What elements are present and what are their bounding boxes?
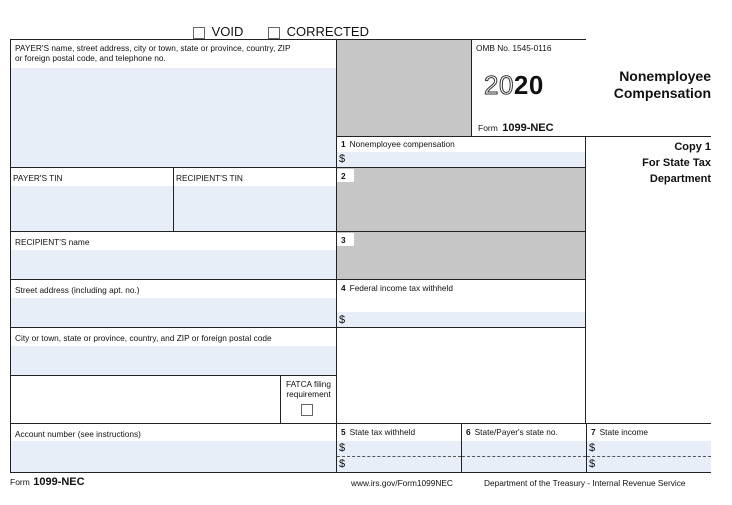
- box6-number: 6: [466, 427, 471, 437]
- recipient-name-label: RECIPIENT'S name: [15, 237, 90, 247]
- box1-number: 1: [341, 139, 346, 149]
- account-number-field[interactable]: [11, 441, 336, 472]
- box5-dollar-sign-2: $: [339, 458, 346, 470]
- tax-year: [484, 70, 544, 101]
- fatca-label-line2: requirement: [286, 389, 331, 399]
- box6-text: State/Payer's state no.: [474, 427, 558, 437]
- payer-info-label: [15, 43, 291, 63]
- grid-line: [10, 231, 586, 232]
- payer-info-field[interactable]: [11, 68, 336, 167]
- state-row-divider: [337, 456, 461, 457]
- box4-number: 4: [341, 283, 346, 293]
- city-field[interactable]: [11, 346, 336, 375]
- box4-field[interactable]: [337, 312, 585, 328]
- void-checkbox[interactable]: [193, 27, 205, 39]
- recipient-tin-field[interactable]: [174, 186, 336, 232]
- fatca-checkbox[interactable]: [301, 404, 313, 416]
- city-label: City or town, state or province, country, and ZIP or foreign postal code: [15, 333, 272, 343]
- box1-dollar-sign: $: [339, 153, 346, 165]
- fatca-label: [281, 379, 336, 399]
- box3-shaded: [337, 232, 586, 279]
- grid-line: [586, 136, 711, 137]
- recipient-tin-label: RECIPIENT'S TIN: [176, 173, 243, 183]
- grid-line: [10, 279, 586, 280]
- footer-form-word: Form: [10, 477, 30, 487]
- box7-text: State income: [599, 427, 649, 437]
- box7-dollar-sign-2: $: [589, 458, 596, 470]
- state-row-divider: [587, 456, 711, 457]
- box5-number: 5: [341, 427, 346, 437]
- grid-line: [10, 423, 711, 424]
- box7-label: [591, 427, 648, 437]
- payer-info-label-line1: PAYER'S name, street address, city or town, state or province, country, ZIP: [15, 43, 291, 53]
- footer-form-name: [10, 476, 85, 488]
- box7-number: 7: [591, 427, 596, 437]
- box2-shaded: [337, 168, 586, 231]
- grid-line: [336, 136, 586, 137]
- box3-number: 3: [341, 235, 346, 245]
- grid-line: [336, 39, 337, 473]
- omb-number: OMB No. 1545-0116: [476, 43, 552, 53]
- payer-info-label-line2: or foreign postal code, and telephone no.: [15, 53, 166, 63]
- recipient-name-field[interactable]: [11, 250, 336, 279]
- footer-department: Department of the Treasury - Internal Revenue Service: [484, 478, 686, 488]
- footer-url[interactable]: www.irs.gov/Form1099NEC: [351, 478, 453, 488]
- copy-recipient-line1: For State Tax: [642, 157, 711, 169]
- box5-label: [341, 427, 415, 437]
- box4-dollar-sign: $: [339, 314, 346, 326]
- form-title-line2: Compensation: [613, 85, 711, 101]
- box2-number: 2: [341, 171, 346, 181]
- shaded-header-block: [337, 40, 471, 136]
- form-title-line1: Nonemployee: [619, 68, 711, 84]
- void-checkbox-group: [193, 24, 243, 39]
- tax-year-suffix: 20: [513, 70, 544, 100]
- box4-label: [341, 283, 453, 293]
- box5-dollar-sign-1: $: [339, 442, 346, 454]
- corrected-checkbox[interactable]: [268, 27, 280, 39]
- copy-recipient-line2: Department: [649, 173, 711, 185]
- payer-tin-label: PAYER'S TIN: [13, 173, 63, 183]
- account-number-label: Account number (see instructions): [15, 429, 141, 439]
- street-address-field[interactable]: [11, 298, 336, 327]
- box6-label: [466, 427, 558, 437]
- omb-form-number: 1099-NEC: [502, 122, 554, 134]
- state-row-divider: [462, 456, 586, 457]
- box4-text: Federal income tax withheld: [349, 283, 453, 293]
- box5-text: State tax withheld: [349, 427, 416, 437]
- void-label: VOID: [211, 24, 244, 39]
- omb-form-name: [478, 122, 554, 134]
- box1-text: Nonemployee compensation: [349, 139, 455, 149]
- footer-form-number: 1099-NEC: [33, 476, 85, 488]
- grid-line: [586, 423, 587, 473]
- corrected-label: CORRECTED: [286, 24, 369, 39]
- omb-form-word: Form: [478, 123, 498, 133]
- box1-field[interactable]: [337, 152, 585, 167]
- grid-line: [10, 39, 11, 473]
- box1-label: [341, 139, 455, 149]
- grid-line: [10, 375, 336, 376]
- grid-line: [10, 327, 586, 328]
- form-title: [590, 68, 711, 102]
- payer-tin-field[interactable]: [11, 186, 173, 232]
- tax-year-prefix: 20: [484, 70, 514, 100]
- copy-number: Copy 1: [674, 141, 711, 153]
- copy-designation: [590, 139, 711, 187]
- fatca-label-line1: FATCA filing: [285, 379, 332, 389]
- street-address-label: Street address (including apt. no.): [15, 285, 140, 295]
- grid-line: [10, 472, 711, 473]
- box7-dollar-sign-1: $: [589, 442, 596, 454]
- grid-line: [461, 423, 462, 473]
- corrected-checkbox-group: [268, 24, 369, 39]
- grid-line: [173, 167, 174, 232]
- grid-line: [10, 167, 586, 168]
